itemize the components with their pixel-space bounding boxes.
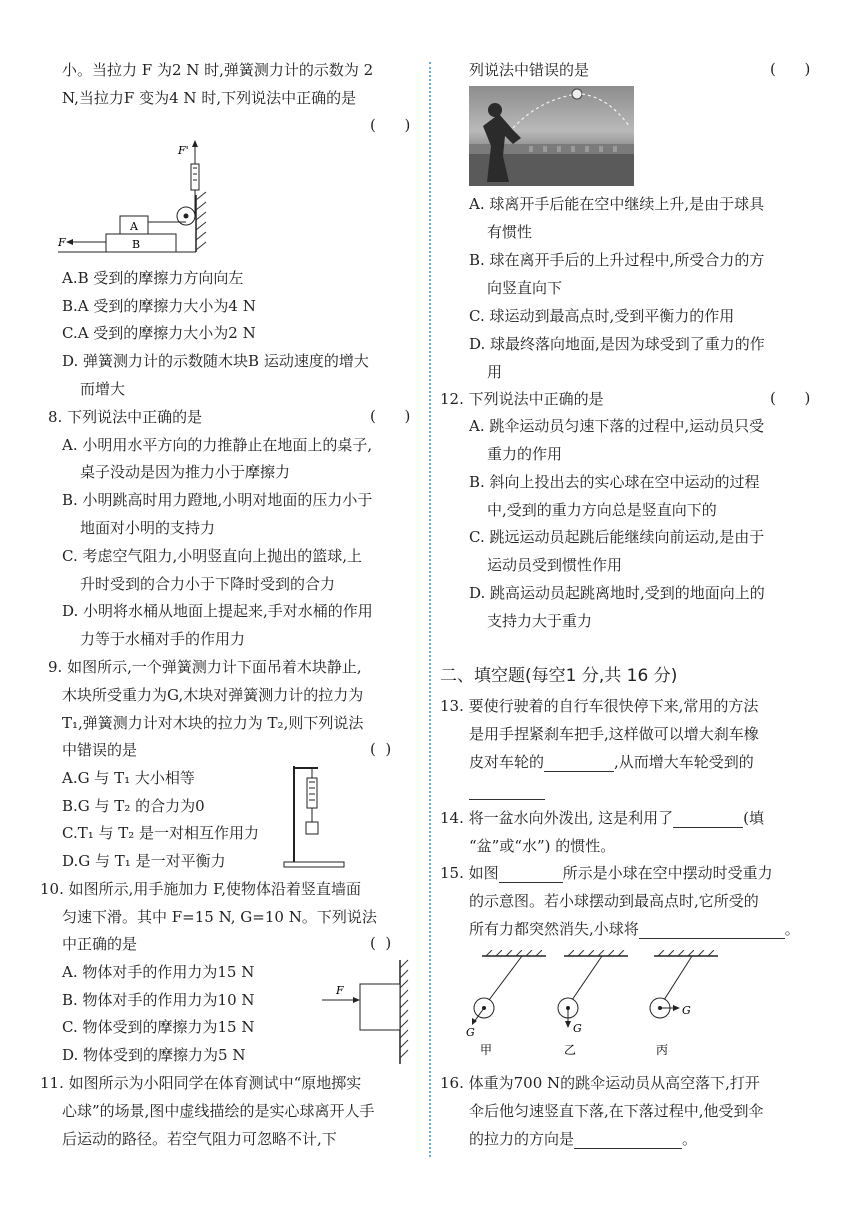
q8-stem: 8. 下列说法中正确的是 (48, 408, 203, 426)
pendulum-jia (466, 950, 546, 1057)
q16-line: 伞后他匀速竖直下落,在下落过程中,他受到伞 (469, 1102, 764, 1120)
q14-text: (填 (743, 809, 765, 827)
q8-option-c-cont: 升时受到的合力小于下降时受到的合力 (80, 575, 336, 593)
q16-blank[interactable] (574, 1132, 682, 1149)
q10-stem-line: 10. 如图所示,用手施加力 F,使物体沿着竖直墙面 (40, 880, 362, 898)
q9-option-c[interactable]: C.T₁ 与 T₂ 是一对相互作用力 (62, 824, 260, 842)
q10-option-b[interactable]: B. 物体对手的作用力为10 N (62, 991, 255, 1009)
q9-answer-paren[interactable]: ( ) (370, 740, 392, 758)
q9-spring-scale-figure (282, 762, 352, 870)
q7-option-c[interactable]: C.A 受到的摩擦力大小为2 N (62, 324, 256, 342)
q12-option-a[interactable]: A. 跳伞运动员匀速下落的过程中,运动员只受 (469, 417, 765, 435)
q11-option-d[interactable]: D. 球最终落向地面,是因为球受到了重力的作 (469, 335, 765, 353)
q11-option-b[interactable]: B. 球在离开手后的上升过程中,所受合力的方 (469, 251, 765, 269)
pendulum-yi (558, 950, 628, 1057)
q8-option-a[interactable]: A. 小明用水平方向的力推静止在地面上的桌子, (62, 436, 373, 454)
q8-option-c[interactable]: C. 考虑空气阻力,小明竖直向上抛出的篮球,上 (62, 547, 363, 565)
q15-label-g: G (682, 1004, 691, 1017)
q15-blank-2[interactable] (639, 922, 785, 939)
q13-line (469, 752, 754, 772)
q9-option-b[interactable]: B.G 与 T₂ 的合力为0 (62, 797, 205, 815)
q15-text: 。 (784, 920, 800, 938)
q12-option-d-cont: 支持力大于重力 (487, 612, 593, 630)
q11-stem-line: 11. 如图所示为小阳同学在体育测试中“原地掷实 (40, 1074, 362, 1092)
q12-option-c-cont: 运动员受到惯性作用 (487, 556, 623, 574)
q10-label-f: F (336, 984, 344, 997)
q14-blank[interactable] (673, 811, 743, 828)
q7-label-a: A (130, 220, 138, 233)
q13-blank-1[interactable] (544, 755, 614, 772)
q11-stem-line: 后运动的路径。若空气阻力可忽略不计,下 (62, 1130, 337, 1148)
q10-answer-paren[interactable]: ( ) (370, 934, 392, 952)
section-2-heading: 二、填空题(每空1 分,共 16 分) (440, 666, 678, 686)
q11-answer-paren[interactable]: ( ) (770, 60, 811, 78)
q15-line (440, 863, 773, 883)
q16-line: 16. 体重为700 N的跳伞运动员从高空落下,打开 (440, 1074, 760, 1092)
q7-option-a[interactable]: A.B 受到的摩擦力方向向左 (62, 269, 244, 287)
q14-text: 14. 将一盆水向外泼出, 这是利用了 (440, 809, 674, 827)
q16-text: 的拉力的方向是 (469, 1130, 575, 1148)
q7-option-d-cont: 而增大 (80, 380, 126, 398)
q15-label-g: G (573, 1022, 582, 1035)
q13-blank-2[interactable] (469, 783, 545, 800)
q10-option-c[interactable]: C. 物体受到的摩擦力为15 N (62, 1018, 255, 1036)
q8-option-b[interactable]: B. 小明跳高时用力蹬地,小明对地面的压力小于 (62, 491, 373, 509)
q12-stem: 12. 下列说法中正确的是 (440, 390, 604, 408)
q8-option-b-cont: 地面对小明的支持力 (80, 519, 216, 537)
q13-text: 皮对车轮的 (469, 753, 545, 771)
q15-pendulum-figure (462, 950, 722, 1060)
q8-option-a-cont: 桌子没动是因为推力小于摩擦力 (80, 463, 291, 481)
q9-option-d[interactable]: D.G 与 T₁ 是一对平衡力 (62, 852, 226, 870)
q10-stem-line: 中正确的是 (62, 935, 138, 953)
q15-text: 所有力都突然消失,小球将 (469, 920, 639, 938)
q11-option-a[interactable]: A. 球离开手后能在空中继续上升,是由于球具 (469, 195, 765, 213)
q7-text-line: 小。当拉力 F 为2 N 时,弹簧测力计的示数为 2 (62, 61, 374, 79)
q13-line: 是用手捏紧刹车把手,这样做可以增大刹车橡 (469, 725, 759, 743)
q10-stem-line: 匀速下滑。其中 F=15 N, G=10 N。下列说法 (62, 908, 377, 926)
q11-shot-put-photo (469, 86, 634, 186)
q13-line: 13. 要使行驶着的自行车很快停下来,常用的方法 (440, 697, 759, 715)
q11-stem-line: 心球”的场景,图中虚线描绘的是实心球离开人手 (62, 1102, 375, 1120)
q9-stem-line: 木块所受重力为G,木块对弹簧测力计的拉力为 (62, 686, 364, 704)
q11-option-d-cont: 用 (487, 363, 503, 381)
q12-option-b-cont: 中,受到的重力方向总是竖直向下的 (487, 501, 717, 519)
q7-label-f: F (58, 236, 66, 249)
q15-label-g: G (466, 1026, 475, 1039)
q14-line (440, 808, 764, 828)
q15-label-yi: 乙 (564, 1043, 577, 1057)
q7-label-b: B (132, 238, 141, 251)
column-divider (429, 62, 431, 1157)
q15-text: 所示是小球在空中摆动时受重力 (562, 864, 773, 882)
q10-option-a[interactable]: A. 物体对手的作用力为15 N (62, 963, 255, 981)
q10-option-d[interactable]: D. 物体受到的摩擦力为5 N (62, 1046, 246, 1064)
q11-photo-illustration (469, 86, 634, 186)
q15-label-bing: 丙 (656, 1043, 669, 1057)
pendulum-bing (650, 950, 718, 1057)
q15-line: 的示意图。若小球摆动到最高点时,它所受的 (469, 892, 759, 910)
q12-option-a-cont: 重力的作用 (487, 445, 563, 463)
q9-stem-line: T₁,弹簧测力计对木块的拉力为 T₂,则下列说法 (62, 714, 364, 732)
q11-stem-cont: 列说法中错误的是 (469, 61, 590, 79)
q12-option-b[interactable]: B. 斜向上投出去的实心球在空中运动的过程 (469, 473, 760, 491)
q15-text: 15. 如图 (440, 864, 499, 882)
q8-option-d[interactable]: D. 小明将水桶从地面上提起来,手对水桶的作用 (62, 602, 373, 620)
q9-stem-line: 9. 如图所示,一个弹簧测力计下面吊着木块静止, (48, 658, 362, 676)
q15-line (469, 919, 800, 939)
q7-option-b[interactable]: B.A 受到的摩擦力大小为4 N (62, 297, 256, 315)
q11-option-c[interactable]: C. 球运动到最高点时,受到平衡力的作用 (469, 307, 735, 325)
q15-label-jia: 甲 (480, 1043, 493, 1057)
q8-option-d-cont: 力等于水桶对手的作用力 (80, 630, 246, 648)
q12-option-d[interactable]: D. 跳高运动员起跳离地时,受到的地面向上的 (469, 584, 765, 602)
q10-wall-figure (318, 958, 410, 1068)
q11-option-b-cont: 向竖直向下 (487, 279, 563, 297)
q7-text-line: N,当拉力F 变为4 N 时,下列说法中正确的是 (62, 89, 357, 107)
q16-line (469, 1129, 697, 1149)
q7-option-d[interactable]: D. 弹簧测力计的示数随木块B 运动速度的增大 (62, 352, 369, 370)
q9-stem-line: 中错误的是 (62, 741, 138, 759)
q14-line: “盆”或“水”) 的惯性。 (469, 837, 616, 855)
q12-answer-paren[interactable]: ( ) (770, 389, 811, 407)
q11-option-a-cont: 有惯性 (487, 223, 533, 241)
q16-text: 。 (682, 1130, 698, 1148)
q7-pulley-figure (56, 140, 216, 258)
q13-text: ,从而增大车轮受到的 (614, 753, 754, 771)
q12-option-c[interactable]: C. 跳远运动员起跳后能继续向前运动,是由于 (469, 528, 765, 546)
q7-label-f-prime: F' (178, 144, 189, 157)
q13-line (469, 780, 545, 800)
q7-answer-paren[interactable]: ( ) (370, 116, 411, 134)
q9-option-a[interactable]: A.G 与 T₁ 大小相等 (62, 769, 195, 787)
q15-blank-1[interactable] (499, 866, 563, 883)
q8-answer-paren[interactable]: ( ) (370, 407, 411, 425)
